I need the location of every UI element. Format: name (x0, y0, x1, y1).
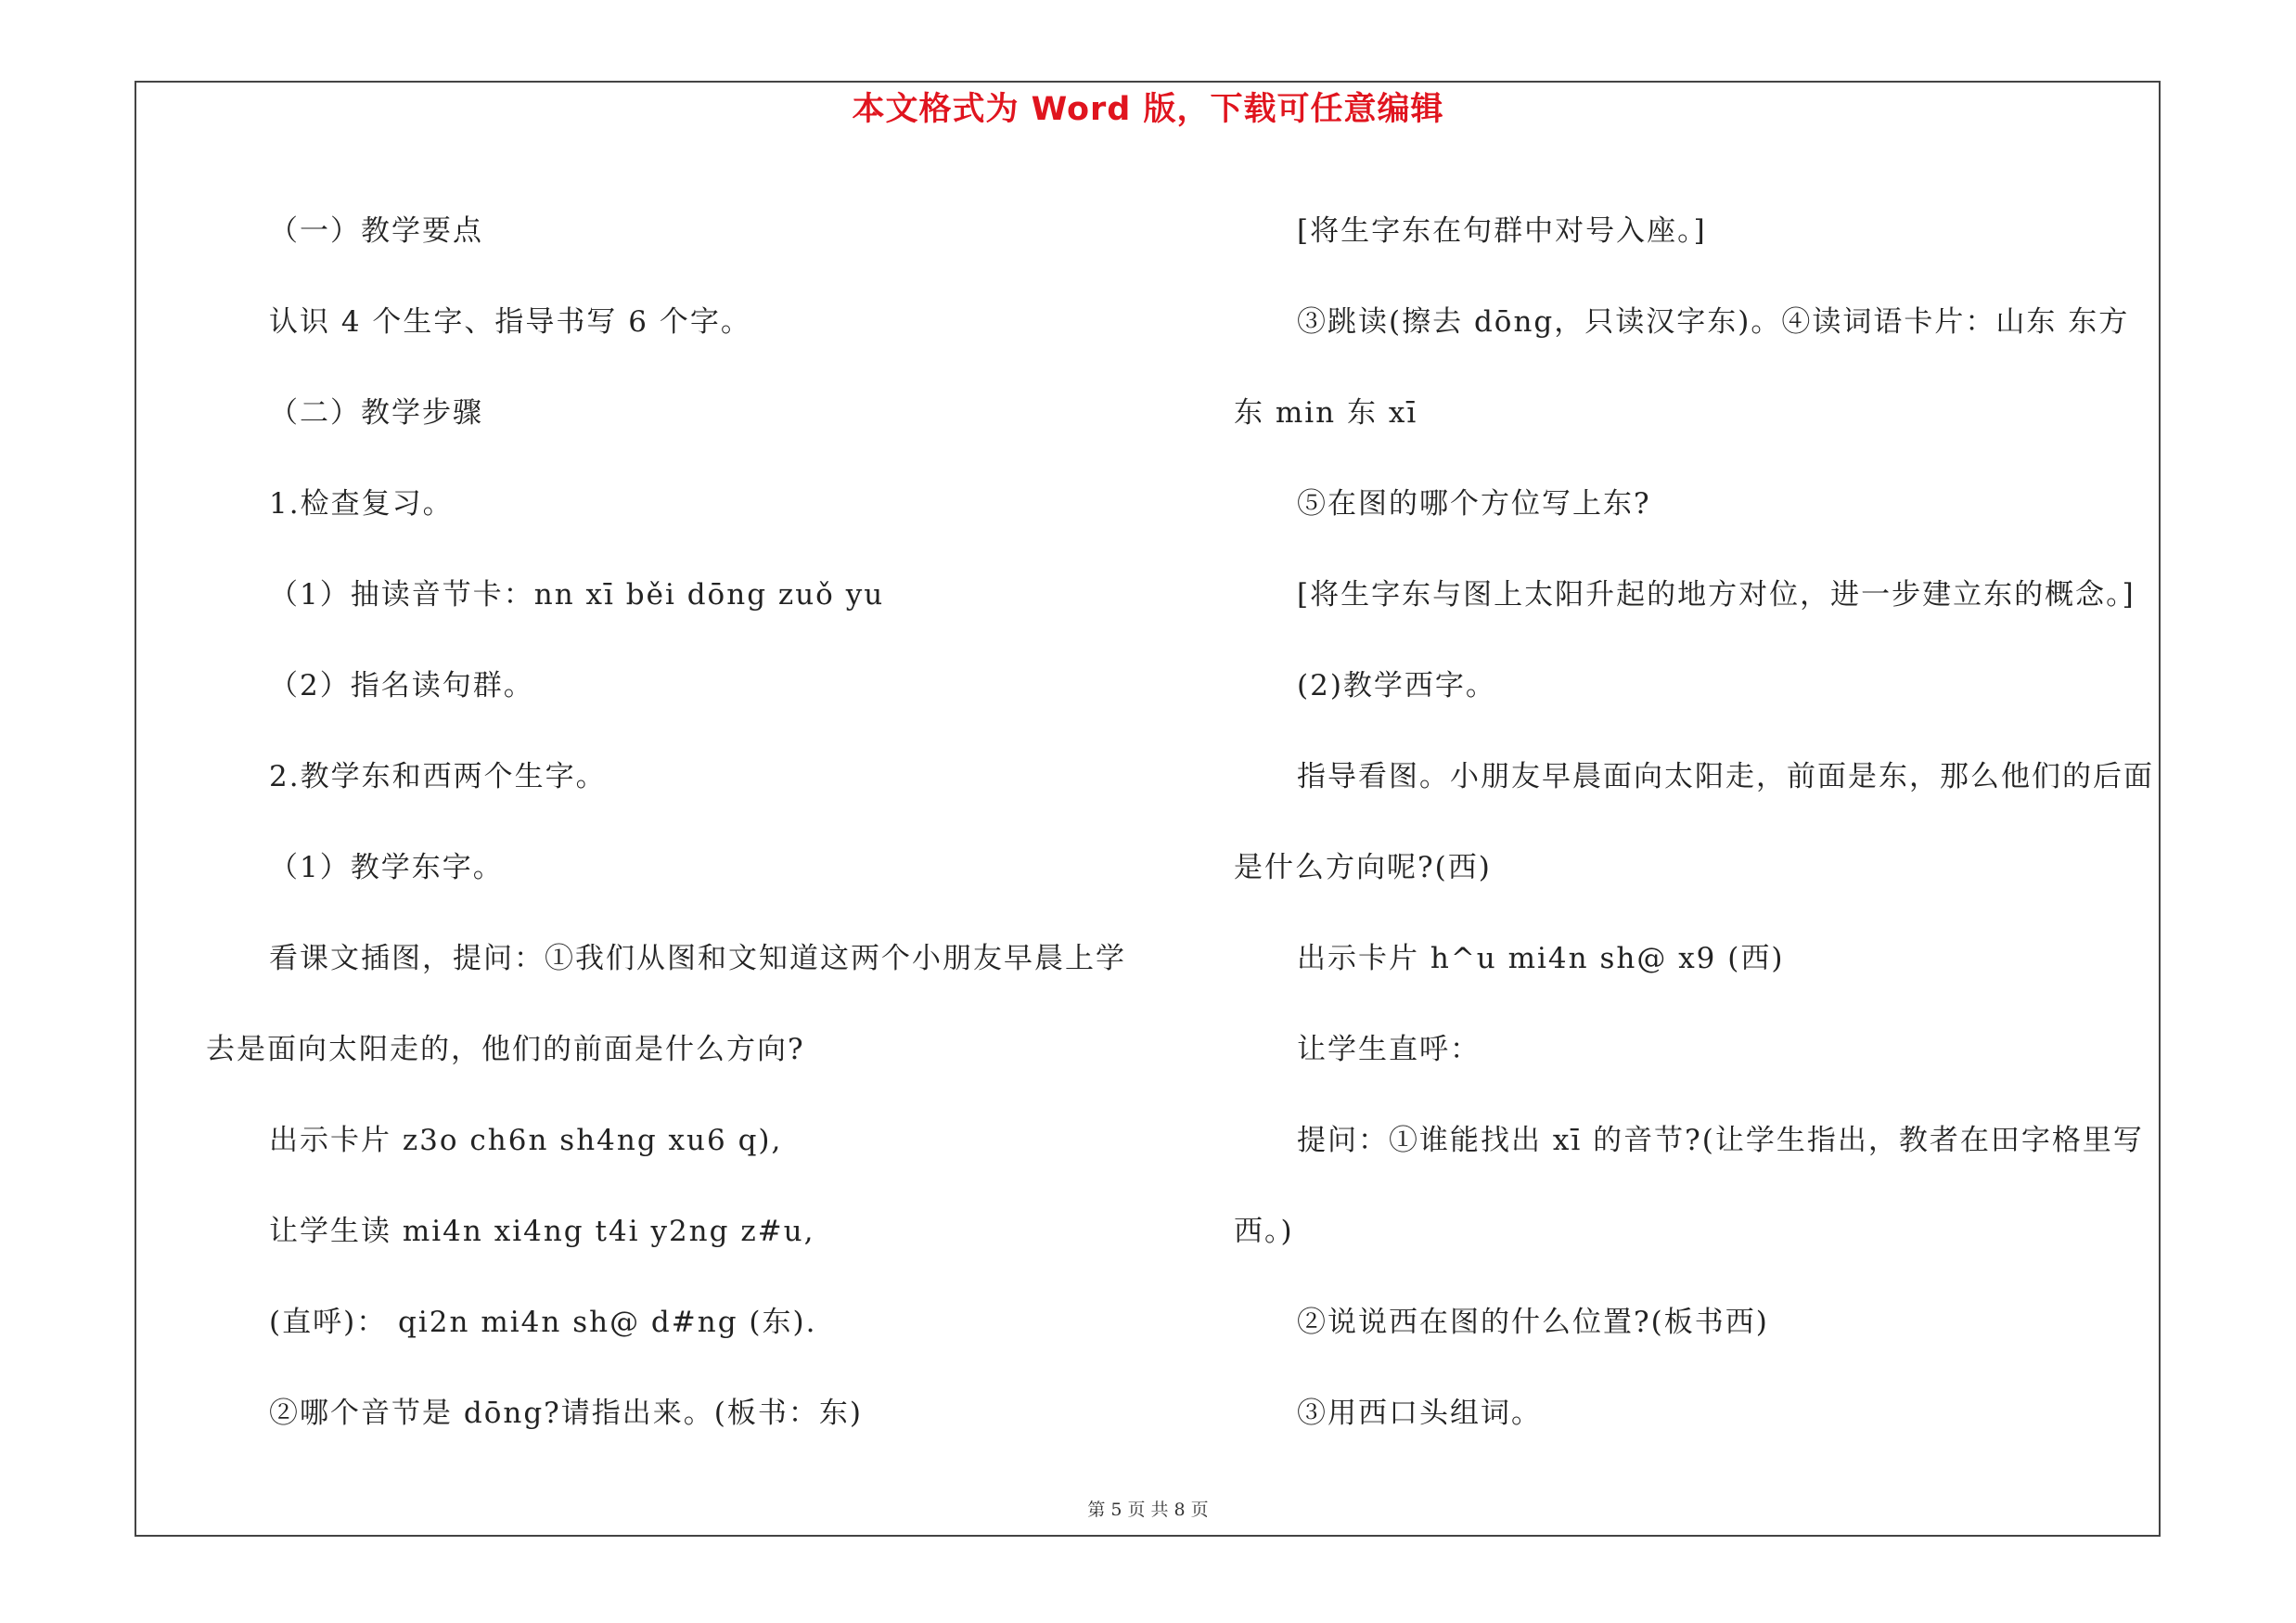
paragraph: （一）教学要点 (269, 214, 483, 248)
paragraph: 看课文插图，提问：①我们从图和文知道这两个小朋友早晨上学 (269, 942, 1126, 975)
paragraph: ③用西口头组词。 (1297, 1397, 1542, 1430)
paragraph: ②说说西在图的什么位置?(板书西) (1297, 1306, 1769, 1339)
paragraph: 指导看图。小朋友早晨面向太阳走，前面是东，那么他们的后面 (1297, 760, 2154, 793)
paragraph: ②哪个音节是 dōng?请指出来。(板书：东) (269, 1397, 863, 1430)
page-number: 第 5 页 共 8 页 (1087, 1500, 1209, 1520)
paragraph: 去是面向太阳走的，他们的前面是什么方向? (206, 1033, 805, 1066)
paragraph: (直呼)： qi2n mi4n sh@ d#ng (东). (269, 1306, 817, 1339)
paragraph: [将生字东在句群中对号入座。] (1297, 214, 1707, 248)
paragraph: 2.教学东和西两个生字。 (269, 760, 607, 793)
left-column (206, 186, 1134, 1459)
paragraph: ⑤在图的哪个方位写上东? (1297, 487, 1651, 521)
paragraph: ③跳读(擦去 dōng，只读汉字东)。④读词语卡片：山东 东方 (1297, 305, 2130, 339)
paragraph: 让学生直呼： (1297, 1033, 1481, 1066)
paragraph: 出示卡片 z3o ch6n sh4ng xu6 q), (269, 1124, 783, 1157)
paragraph: （二）教学步骤 (269, 396, 483, 430)
paragraph: [将生字东与图上太阳升起的地方对位，进一步建立东的概念。] (1297, 578, 2136, 612)
paragraph: 东 min 东 xī (1234, 396, 1418, 430)
document-header: 本文格式为 Word 版，下载可任意编辑 (852, 91, 1444, 128)
paragraph: （1）抽读音节卡：nn xī běi dōng zuǒ yu (269, 578, 885, 612)
right-column (1234, 186, 2161, 1459)
paragraph: 让学生读 mi4n xi4ng t4i y2ng z#u, (269, 1215, 815, 1248)
paragraph: 1.检查复习。 (269, 487, 454, 521)
paragraph: 认识 4 个生字、指导书写 6 个字。 (269, 305, 751, 339)
paragraph: (2)教学西字。 (1297, 669, 1496, 702)
paragraph: 西。) (1234, 1215, 1294, 1248)
paragraph: （2）指名读句群。 (269, 669, 534, 702)
paragraph: （1）教学东字。 (269, 851, 504, 884)
paragraph: 是什么方向呢?(西) (1234, 851, 1492, 884)
paragraph: 出示卡片 h^u mi4n sh@ x9 (西) (1297, 942, 1785, 975)
paragraph: 提问：①谁能找出 xī 的音节?(让学生指出，教者在田字格里写 (1297, 1124, 2144, 1157)
